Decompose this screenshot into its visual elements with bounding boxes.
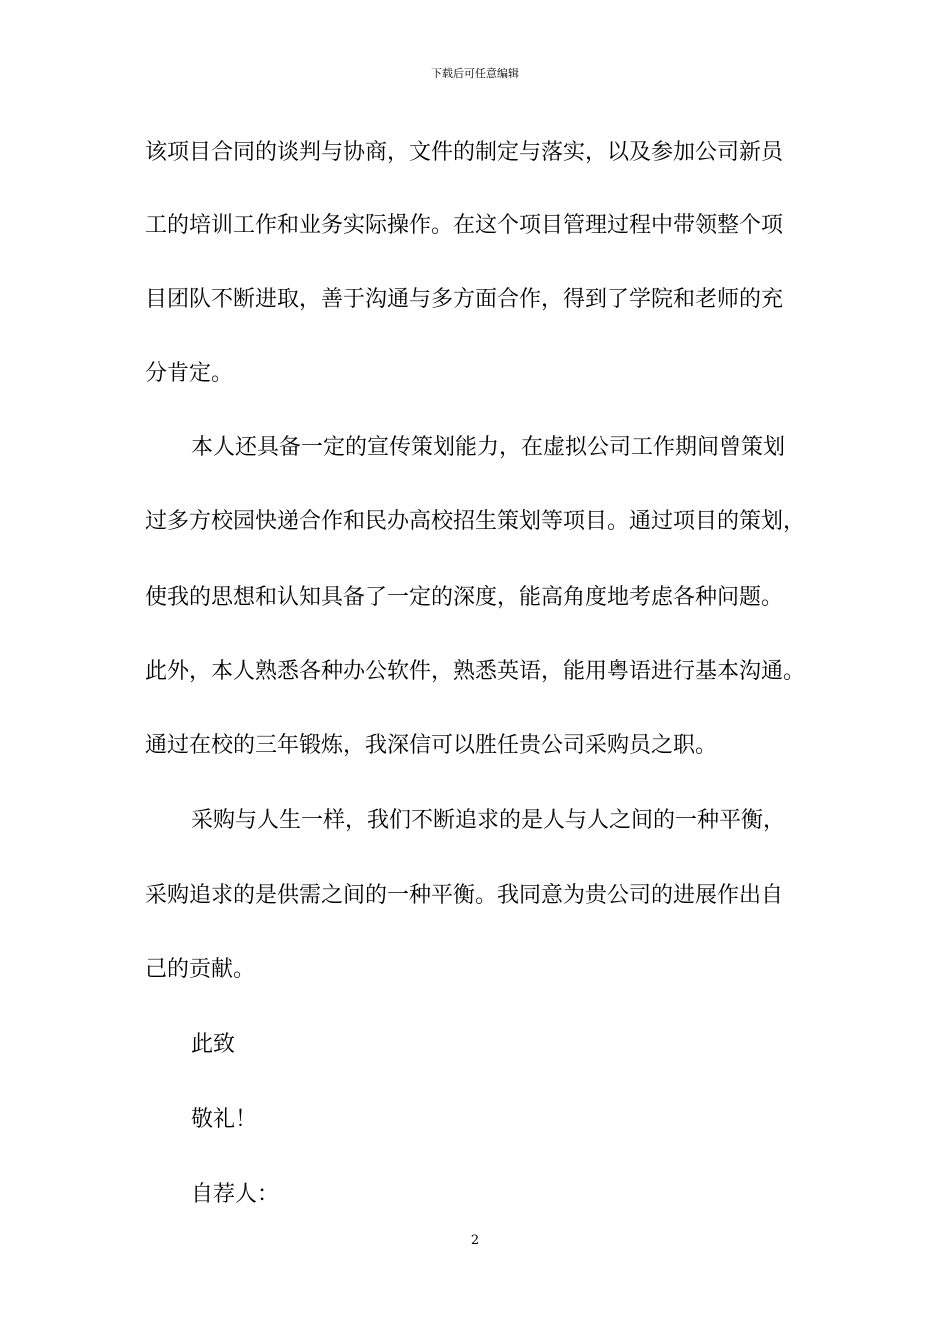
salutation: 此致 [191,1032,236,1057]
body-line: 采购与人生一样，我们不断追求的是人与人之间的一种平衡， [191,808,786,833]
body-line: 本人还具备一定的宣传策划能力，在虚拟公司工作期间曾策划 [191,435,786,460]
signature-label: 自荐人： [191,1182,280,1207]
body-line: 通过在校的三年锻炼，我深信可以胜任贵公司采购员之职。 [145,733,718,758]
body-line: 工的培训工作和业务实际操作。在这个项目管理过程中带领整个项 [145,213,784,238]
page-number: 2 [470,1233,480,1248]
body-line: 此外，本人熟悉各种办公软件，熟悉英语，能用粤语进行基本沟通。 [145,659,806,684]
body-line: 使我的思想和认知具备了一定的深度，能高角度地考虑各种问题。 [145,585,784,610]
body-line: 分肯定。 [145,361,234,386]
body-line: 过多方校园快递合作和民办高校招生策划等项目。通过项目的策划， [145,509,806,534]
closing: 敬礼！ [191,1107,258,1132]
page-header: 下载后可任意编辑 [431,67,519,80]
body-line: 采购追求的是供需之间的一种平衡。我同意为贵公司的进展作出自 [145,883,784,908]
body-line: 目团队不断进取，善于沟通与多方面合作，得到了学院和老师的充 [145,287,784,312]
body-line: 该项目合同的谈判与协商，文件的制定与落实，以及参加公司新员 [145,140,784,165]
body-line: 己的贡献。 [145,957,256,982]
